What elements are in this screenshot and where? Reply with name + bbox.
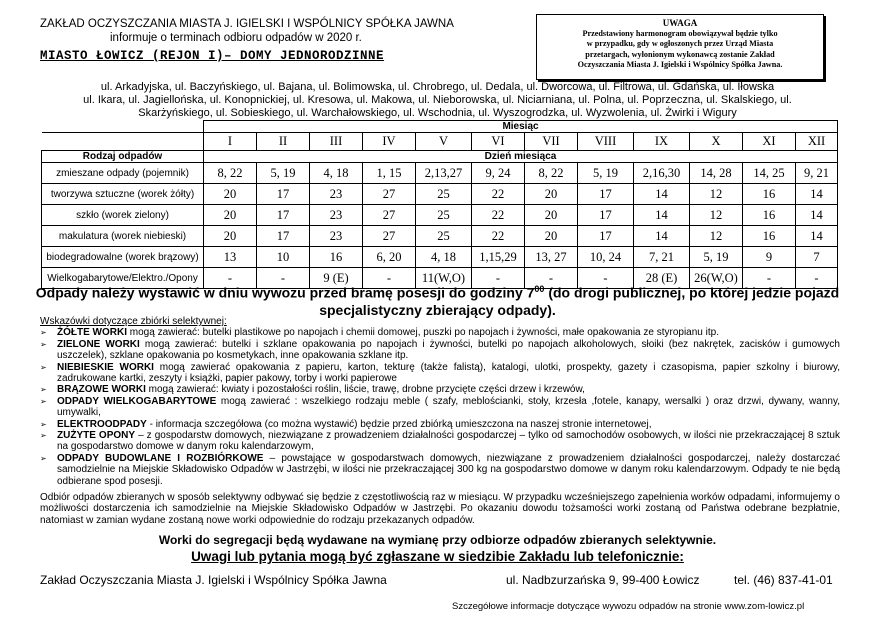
collection-info: Odbiór odpadów zbieranych w sposób selektywny odbywać się będzie z częstotliwością raz w miesiącu. W przypadku wcześniejszego zapełnienia worków odpadami, informujemy o możliwości dostarczenia ich samodzielnie na Miejskie Składowisko Odpadów w Jastrzębi. Po okazaniu dowodu tożsamości worki zostaną od Państwa odebrane bezpłatnie, natomiast w zamian wydane zostaną nowe worki odpowiednie do rodzaju przekazanych odpadów.	[40, 492, 840, 526]
pickup-day-cell: 13	[204, 247, 257, 268]
page-title: MIASTO ŁOWICZ (REJON I)– DOMY JEDNORODZINNE	[40, 49, 385, 63]
bag-type-label: ELEKTROODPADY	[57, 418, 147, 430]
pickup-day-cell: 9, 24	[472, 163, 525, 184]
pickup-day-cell: 23	[310, 184, 363, 205]
pickup-day-cell: 20	[204, 205, 257, 226]
street-list	[60, 81, 815, 120]
guide-item-text	[57, 419, 840, 430]
pickup-day-cell: 25	[416, 184, 472, 205]
pickup-day-cell: 20	[204, 226, 257, 247]
empty-cell	[42, 121, 204, 133]
month-cell: IX	[634, 133, 690, 151]
bags-notice: Worki do segregacji będą wydawane na wymianę przy odbiorze odpadów zbieranych selektywnie.	[158, 533, 717, 547]
month-cell: VII	[525, 133, 578, 151]
table-row	[42, 184, 838, 205]
bring-out-text: (do drogi publicznej, po której jedzie pojazd	[544, 284, 840, 301]
pickup-day-cell: -	[525, 268, 578, 289]
pickup-day-cell: 9	[743, 247, 796, 268]
pickup-day-cell: 14	[796, 205, 838, 226]
bring-out-notice	[30, 281, 845, 319]
bring-out-text: Odpady należy wystawić w dniu wywozu przed bramę posesji do godziny 7	[35, 284, 535, 301]
hour-superscript: 00	[534, 284, 545, 294]
guide-item-text	[57, 327, 840, 338]
pickup-day-cell: 17	[578, 205, 634, 226]
pickup-day-cell: 1,15,29	[472, 247, 525, 268]
guide-item-text	[57, 339, 840, 362]
pickup-day-cell: 14	[634, 205, 690, 226]
bag-contents: - informacja szczegółowa (co można wystawić) będzie przed zbiórką umieszczona na naszej stronie internetowej,	[146, 418, 652, 430]
bring-out-text: specjalistyczny zbierający odpady).	[319, 301, 556, 318]
pickup-day-cell: 4, 18	[310, 163, 363, 184]
pickup-day-cell: 16	[310, 247, 363, 268]
month-row	[42, 133, 838, 151]
pickup-day-cell: 5, 19	[257, 163, 310, 184]
list-item	[40, 396, 840, 419]
pickup-day-cell: 22	[472, 205, 525, 226]
arrow-bullet-icon: ➢	[40, 453, 47, 463]
month-cell: X	[690, 133, 743, 151]
pickup-day-cell: 12	[690, 184, 743, 205]
notice-line: przetargach, wyłonionym wykonawcą zostanie Zakład	[585, 49, 775, 59]
pickup-day-cell: 20	[525, 205, 578, 226]
bag-contents: mogą zawierać : wszelkiego rodzaju meble ( szafy, meblościanki, stoły, krzesła ,fotele, kanapy, wersalki ) oraz drzwi, dywany, wanny, umywalki,	[57, 395, 840, 419]
bag-contents: – powstające w gospodarstwach domowych, niezwiązane z prowadzeniem działalności gospodarczej, należy dostarczać samodzielnie na Miejskie Składowisko Odpadów w Jastrzębi, w ilości nie przekraczającej 300 kg na gospodarstwo domowe w danym roku kalendarzowym. Odpady te nie będą odbierane spod posesji.	[57, 452, 840, 487]
pickup-day-cell: 12	[690, 226, 743, 247]
pickup-day-cell: 7, 21	[634, 247, 690, 268]
contact-heading: Uwagi lub pytania mogą być zgłaszane w siedzibie Zakładu lub telefonicznie:	[191, 549, 684, 564]
pickup-day-cell: 22	[472, 226, 525, 247]
pickup-day-cell: -	[796, 268, 838, 289]
pickup-day-cell: 16	[743, 226, 796, 247]
schedule-info: informuje o terminach odbioru odpadów w 2020 r.	[110, 32, 362, 44]
notice-title: UWAGA	[662, 18, 698, 28]
pickup-day-cell: -	[472, 268, 525, 289]
bag-type-label: ŻÓŁTE WORKI	[57, 327, 127, 339]
bag-contents: mogą zawierać opakowania z papieru, karton, tekturę (także falistą), katalogi, ulotki, prospekty, gazety i czasopisma, papier szkolny i biurowy, zadrukowane kartki, zeszyty i książki, papier pakowy, torby i worki papierowe	[57, 361, 840, 385]
guide-title: Wskazówki dotyczące zbiórki selektywnej:	[40, 316, 227, 327]
pickup-day-cell: 16	[743, 205, 796, 226]
arrow-bullet-icon: ➢	[40, 362, 47, 372]
pickup-day-cell: 14, 25	[743, 163, 796, 184]
pickup-day-cell: 14	[796, 184, 838, 205]
pickup-day-cell: 4, 18	[416, 247, 472, 268]
table-row	[42, 205, 838, 226]
pickup-day-cell: 14	[634, 226, 690, 247]
pickup-day-cell: 17	[578, 184, 634, 205]
pickup-day-cell: 5, 19	[690, 247, 743, 268]
company-name: ZAKŁAD OCZYSZCZANIA MIASTA J. IGIELSKI I WSPÓLNICY SPÓŁKA JAWNA	[40, 18, 454, 30]
month-cell: IV	[363, 133, 416, 151]
pickup-day-cell: 14	[634, 184, 690, 205]
pickup-day-cell: 14, 28	[690, 163, 743, 184]
month-cell: XII	[796, 133, 838, 151]
list-item	[40, 453, 840, 487]
waste-type-label: szkło (worek zielony)	[42, 205, 204, 226]
pickup-day-cell: 17	[578, 226, 634, 247]
arrow-bullet-icon: ➢	[40, 431, 47, 441]
day-header: Dzień miesiąca	[204, 151, 838, 163]
pickup-day-cell: 25	[416, 226, 472, 247]
pickup-day-cell: 10, 24	[578, 247, 634, 268]
bag-type-label: ZIELONE WORKI	[57, 338, 140, 350]
waste-type-label: makulatura (worek niebieski)	[42, 226, 204, 247]
notice-line: Oczyszczania Miasta J. Igielski i Wspólnicy Spółka Jawna.	[577, 60, 783, 70]
pickup-day-cell: 16	[743, 184, 796, 205]
arrow-bullet-icon: ➢	[40, 419, 47, 429]
pickup-day-cell: 6, 20	[363, 247, 416, 268]
list-item	[40, 339, 840, 362]
pickup-day-cell: 23	[310, 226, 363, 247]
pickup-day-cell: 11(W,O)	[416, 268, 472, 289]
schedule-table	[41, 120, 838, 289]
waste-type-label: tworzywa sztuczne (worek żółty)	[42, 184, 204, 205]
guide-item-text	[57, 384, 840, 395]
guide-item-text	[57, 362, 840, 385]
notice-box	[536, 14, 824, 80]
table-row	[42, 163, 838, 184]
list-item	[40, 362, 840, 385]
pickup-day-cell: 20	[525, 184, 578, 205]
bag-type-label: NIEBIESKIE WORKI	[57, 361, 154, 373]
guide-item-text	[57, 396, 840, 419]
pickup-day-cell: 20	[525, 226, 578, 247]
pickup-day-cell: 17	[257, 184, 310, 205]
list-item	[40, 419, 840, 430]
list-item	[40, 327, 840, 338]
pickup-day-cell: 1, 15	[363, 163, 416, 184]
pickup-day-cell: 8, 22	[525, 163, 578, 184]
month-cell: I	[204, 133, 257, 151]
pickup-day-cell: 27	[363, 226, 416, 247]
month-cell: III	[310, 133, 363, 151]
type-header: Rodzaj odpadów	[42, 151, 204, 163]
waste-type-label: biodegradowalne (worek brązowy)	[42, 247, 204, 268]
pickup-day-cell: 26(W,O)	[690, 268, 743, 289]
pickup-day-cell: -	[204, 268, 257, 289]
footer-website: Szczegółowe informacje dotyczące wywozu odpadów na stronie www.zom-lowicz.pl	[452, 601, 805, 612]
pickup-day-cell: 25	[416, 205, 472, 226]
month-cell: VI	[472, 133, 525, 151]
pickup-day-cell: 9, 21	[796, 163, 838, 184]
footer-address: ul. Nadbzurzańska 9, 99-400 Łowicz	[506, 573, 700, 587]
arrow-bullet-icon: ➢	[40, 396, 47, 406]
pickup-day-cell: -	[578, 268, 634, 289]
pickup-day-cell: 14	[796, 226, 838, 247]
bag-contents: – z gospodarstw domowych, niezwiązane z prowadzeniem działalności gospodarczej – tylko od samochodów osobowych, w ilości nie przekraczającej 8 sztuk na gospodarstwo domowe w danym roku kalendarzowym,	[57, 430, 840, 453]
pickup-day-cell: 2,16,30	[634, 163, 690, 184]
pickup-day-cell: -	[257, 268, 310, 289]
street-line: Skarżyńskiego, ul. Sobieskiego, ul. Warchałowskiego, ul. Wschodnia, ul. Wyszogrodzka, ul. Wyzwolenia, ul. Żwirki i Wigury	[138, 107, 737, 119]
table-row	[42, 247, 838, 268]
guide-item-text	[57, 453, 840, 487]
list-item	[40, 384, 840, 395]
arrow-bullet-icon: ➢	[40, 385, 47, 395]
guide-item-text	[57, 430, 840, 453]
month-cell: II	[257, 133, 310, 151]
month-cell: V	[416, 133, 472, 151]
pickup-day-cell: 17	[257, 205, 310, 226]
bag-type-label: ZUŻYTE OPONY	[57, 430, 136, 442]
pickup-day-cell: 10	[257, 247, 310, 268]
arrow-bullet-icon: ➢	[40, 339, 47, 349]
pickup-day-cell: 23	[310, 205, 363, 226]
pickup-day-cell: 28 (E)	[634, 268, 690, 289]
bag-type-label: ODPADY BUDOWLANE I ROZBIÓRKOWE	[57, 452, 264, 464]
arrow-bullet-icon: ➢	[40, 328, 47, 338]
list-item	[40, 430, 840, 453]
street-line: ul. Arkadyjska, ul. Baczyńskiego, ul. Bajana, ul. Bolimowska, ul. Chrobrego, ul. Dedala, ul. Dworcowa, ul. Filtrowa, ul. Gdańska, ul. Iłowska	[100, 81, 775, 93]
bag-contents: mogą zawierać: butelki plastikowe po napojach i chemii domowej, puszki po napojach i żywności, małe opakowania ze styropianu itp.	[127, 327, 719, 339]
pickup-day-cell: 27	[363, 205, 416, 226]
pickup-day-cell: 13, 27	[525, 247, 578, 268]
waste-type-label: zmieszane odpady (pojemnik)	[42, 163, 204, 184]
notice-line: w przypadku, gdy w ogłoszonych przez Urząd Miasta	[586, 39, 774, 49]
notice-line: Przedstawiony harmonogram obowiązywał będzie tylko	[582, 28, 778, 38]
pickup-day-cell: 7	[796, 247, 838, 268]
bag-type-label: ODPADY WIELKOGABARYTOWE	[57, 395, 217, 407]
pickup-day-cell: 9 (E)	[310, 268, 363, 289]
pickup-day-cell: 22	[472, 184, 525, 205]
month-header: Miesiąc	[204, 121, 838, 133]
sorting-guide	[40, 316, 840, 487]
pickup-day-cell: 8, 22	[204, 163, 257, 184]
street-line: ul. Ikara, ul. Jagiellońska, ul. Konopnickiej, ul. Kresowa, ul. Makowa, ul. Nieborowska, ul. Niciarniana, ul. Polna, ul. Poprzeczna, ul. Skalskiego, ul.	[83, 94, 792, 106]
month-cell: VIII	[578, 133, 634, 151]
pickup-day-cell: -	[743, 268, 796, 289]
footer-company: Zakład Oczyszczania Miasta J. Igielski i Wspólnicy Spółka Jawna	[40, 573, 387, 587]
bag-contents: mogą zawierać: butelki i szklane opakowania po napojach i żywności, butelki po napojach alkoholowych, słoiki (bez nakrętek, zacisków i gumowych uszczelek), szklane opakowania po kosmetykach, inne opakowania szklane itp.	[57, 338, 840, 362]
bag-type-label: BRĄZOWE WORKI	[57, 384, 146, 396]
pickup-day-cell: 12	[690, 205, 743, 226]
pickup-day-cell: 2,13,27	[416, 163, 472, 184]
waste-type-label: Wielkogabarytowe/Elektro./Opony	[42, 268, 204, 289]
pickup-day-cell: 27	[363, 184, 416, 205]
footer-phone: tel. (46) 837-41-01	[734, 573, 833, 587]
pickup-day-cell: 20	[204, 184, 257, 205]
empty-cell	[42, 133, 204, 151]
pickup-day-cell: -	[363, 268, 416, 289]
month-cell: XI	[743, 133, 796, 151]
table-row	[42, 226, 838, 247]
pickup-day-cell: 5, 19	[578, 163, 634, 184]
bag-contents: mogą zawierać: kwiaty i pozostałości roślin, liście, trawę, drobne przycięte części drzew i krzewów,	[145, 384, 585, 396]
pickup-day-cell: 17	[257, 226, 310, 247]
